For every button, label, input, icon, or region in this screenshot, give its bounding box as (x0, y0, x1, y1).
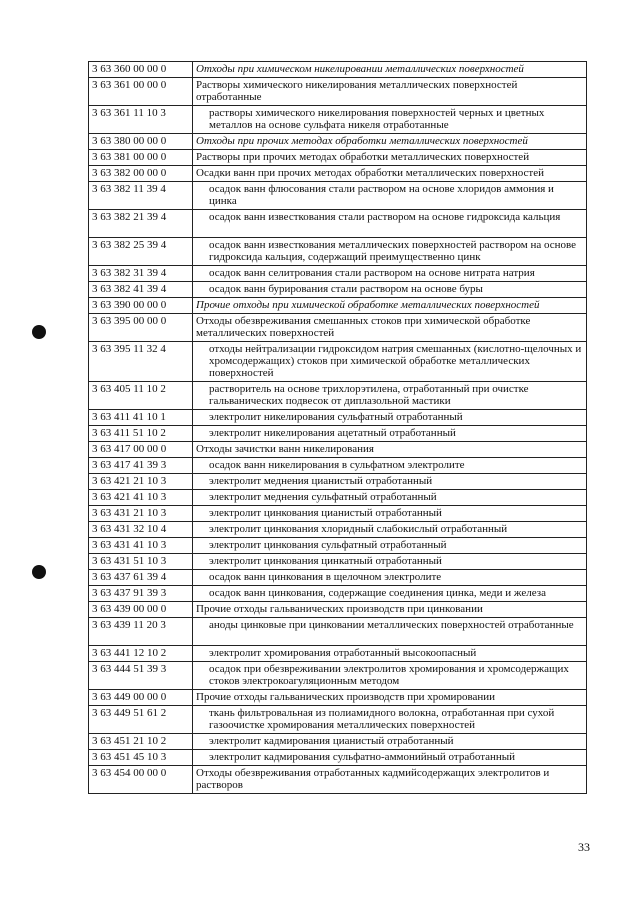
waste-description: осадок ванн селитрования стали раствором на основе нитрата натрия (193, 266, 587, 282)
table-row (89, 734, 587, 750)
table-row (89, 538, 587, 554)
waste-code: 3 63 439 00 00 0 (89, 602, 193, 618)
punch-hole-lower-icon (32, 565, 46, 579)
table-row (89, 238, 587, 266)
waste-code: 3 63 431 21 10 3 (89, 506, 193, 522)
table-row (89, 266, 587, 282)
table-row (89, 490, 587, 506)
waste-description: электролит никелирования ацетатный отработанный (193, 426, 587, 442)
table-row (89, 766, 587, 794)
waste-description: осадок ванн никелирования в сульфатном электролите (193, 458, 587, 474)
waste-code: 3 63 449 51 61 2 (89, 706, 193, 734)
waste-code: 3 63 431 32 10 4 (89, 522, 193, 538)
table-row (89, 410, 587, 426)
waste-description: Прочие отходы при химической обработке металлических поверхностей (193, 298, 587, 314)
waste-code: 3 63 382 31 39 4 (89, 266, 193, 282)
table-row (89, 298, 587, 314)
table-row (89, 342, 587, 382)
waste-description: ткань фильтровальная из полиамидного волокна, отработанная при сухой газоочистке хромирования металлических поверхностей (193, 706, 587, 734)
table-row (89, 646, 587, 662)
waste-classification-table (88, 61, 587, 794)
waste-description: Осадки ванн при прочих методах обработки металлических поверхностей (193, 166, 587, 182)
waste-code: 3 63 361 11 10 3 (89, 106, 193, 134)
waste-code: 3 63 437 61 39 4 (89, 570, 193, 586)
waste-description: растворы химического никелирования поверхностей черных и цветных металлов на основе сульфата никеля отработанные (193, 106, 587, 134)
waste-description: Отходы обезвреживания смешанных стоков при химической обработке металлических поверхностей (193, 314, 587, 342)
waste-description: электролит цинкования цинкатный отработанный (193, 554, 587, 570)
waste-code: 3 63 444 51 39 3 (89, 662, 193, 690)
waste-description: осадок ванн цинкования, содержащие соединения цинка, меди и железа (193, 586, 587, 602)
waste-description: Отходы обезвреживания отработанных кадмийсодержащих электролитов и растворов (193, 766, 587, 794)
table-row (89, 166, 587, 182)
table-row (89, 602, 587, 618)
waste-description: осадок ванн бурирования стали раствором на основе буры (193, 282, 587, 298)
waste-description: электролит меднения сульфатный отработанный (193, 490, 587, 506)
table-row (89, 314, 587, 342)
page-number: 33 (578, 840, 590, 854)
waste-code: 3 63 411 51 10 2 (89, 426, 193, 442)
waste-description: осадок ванн известкования металлических поверхностей раствором на основе гидроксида кальция, содержащий преимущественно цинк (193, 238, 587, 266)
waste-description: электролит цинкования цианистый отработанный (193, 506, 587, 522)
waste-code: 3 63 437 91 39 3 (89, 586, 193, 602)
waste-description: аноды цинковые при цинковании металлических поверхностей отработанные (193, 618, 587, 646)
table-body (89, 62, 587, 794)
waste-code: 3 63 382 25 39 4 (89, 238, 193, 266)
waste-code: 3 63 382 41 39 4 (89, 282, 193, 298)
table-row (89, 150, 587, 166)
table-row (89, 282, 587, 298)
table-row (89, 382, 587, 410)
table-row (89, 458, 587, 474)
waste-description: электролит кадмирования цианистый отработанный (193, 734, 587, 750)
table-row (89, 662, 587, 690)
waste-code: 3 63 421 21 10 3 (89, 474, 193, 490)
waste-description: Отходы при прочих методах обработки металлических поверхностей (193, 134, 587, 150)
waste-code: 3 63 382 00 00 0 (89, 166, 193, 182)
waste-description: Прочие отходы гальванических производств при хромировании (193, 690, 587, 706)
table-row (89, 474, 587, 490)
waste-description: Отходы при химическом никелировании металлических поверхностей (193, 62, 587, 78)
waste-description: электролит никелирования сульфатный отработанный (193, 410, 587, 426)
waste-code: 3 63 360 00 00 0 (89, 62, 193, 78)
waste-code: 3 63 421 41 10 3 (89, 490, 193, 506)
waste-description: осадок ванн флюсования стали раствором на основе хлоридов аммония и цинка (193, 182, 587, 210)
waste-code: 3 63 431 41 10 3 (89, 538, 193, 554)
waste-code: 3 63 451 21 10 2 (89, 734, 193, 750)
table-row (89, 106, 587, 134)
table-row (89, 522, 587, 538)
table-row (89, 618, 587, 646)
punch-hole-upper-icon (32, 325, 46, 339)
table-row (89, 586, 587, 602)
waste-code: 3 63 451 45 10 3 (89, 750, 193, 766)
table-row (89, 78, 587, 106)
waste-code: 3 63 454 00 00 0 (89, 766, 193, 794)
table-row (89, 750, 587, 766)
waste-code: 3 63 361 00 00 0 (89, 78, 193, 106)
waste-description: осадок ванн цинкования в щелочном электролите (193, 570, 587, 586)
waste-code: 3 63 441 12 10 2 (89, 646, 193, 662)
waste-description: электролит меднения цианистый отработанный (193, 474, 587, 490)
waste-code: 3 63 382 21 39 4 (89, 210, 193, 238)
table-row (89, 506, 587, 522)
waste-description: электролит цинкования хлоридный слабокислый отработанный (193, 522, 587, 538)
waste-description: растворитель на основе трихлорэтилена, отработанный при очистке гальванических подвесок от диплазольной мастики (193, 382, 587, 410)
table-row (89, 426, 587, 442)
waste-description: Отходы зачистки ванн никелирования (193, 442, 587, 458)
table-row (89, 134, 587, 150)
waste-code: 3 63 411 41 10 1 (89, 410, 193, 426)
waste-code: 3 63 390 00 00 0 (89, 298, 193, 314)
waste-code: 3 63 381 00 00 0 (89, 150, 193, 166)
waste-code: 3 63 449 00 00 0 (89, 690, 193, 706)
waste-description: электролит кадмирования сульфатно-аммонийный отработанный (193, 750, 587, 766)
waste-code: 3 63 380 00 00 0 (89, 134, 193, 150)
table-row (89, 706, 587, 734)
waste-description: Растворы химического никелирования металлических поверхностей отработанные (193, 78, 587, 106)
waste-code: 3 63 439 11 20 3 (89, 618, 193, 646)
waste-code: 3 63 431 51 10 3 (89, 554, 193, 570)
table-row (89, 554, 587, 570)
waste-description: электролит хромирования отработанный высокоопасный (193, 646, 587, 662)
table-row (89, 690, 587, 706)
table-row (89, 210, 587, 238)
table-row (89, 570, 587, 586)
waste-code: 3 63 405 11 10 2 (89, 382, 193, 410)
table-row (89, 62, 587, 78)
table-row (89, 182, 587, 210)
waste-code: 3 63 395 11 32 4 (89, 342, 193, 382)
waste-description: Прочие отходы гальванических производств при цинковании (193, 602, 587, 618)
waste-description: Растворы при прочих методах обработки металлических поверхностей (193, 150, 587, 166)
waste-description: электролит цинкования сульфатный отработанный (193, 538, 587, 554)
waste-description: осадок при обезвреживании электролитов хромирования и хромсодержащих стоков электрокоагуляционным методом (193, 662, 587, 690)
waste-code: 3 63 395 00 00 0 (89, 314, 193, 342)
waste-code: 3 63 382 11 39 4 (89, 182, 193, 210)
table-row (89, 442, 587, 458)
waste-code: 3 63 417 00 00 0 (89, 442, 193, 458)
waste-code: 3 63 417 41 39 3 (89, 458, 193, 474)
waste-description: отходы нейтрализации гидроксидом натрия смешанных (кислотно-щелочных и хромсодержащих) стоков при химической обработке металлических поверхностей (193, 342, 587, 382)
waste-description: осадок ванн известкования стали раствором на основе гидроксида кальция (193, 210, 587, 238)
